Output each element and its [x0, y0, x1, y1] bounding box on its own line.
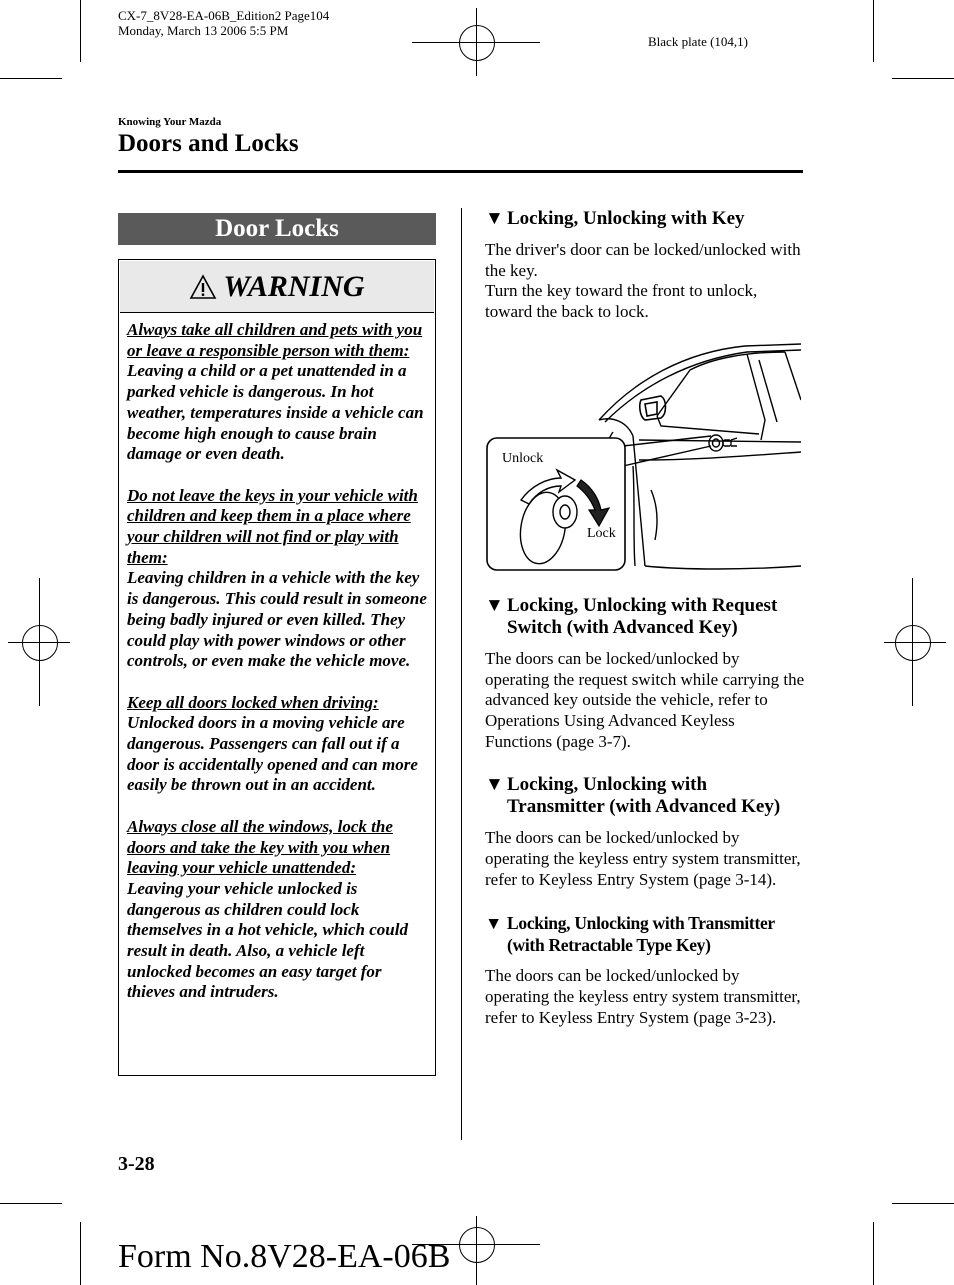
warning-item-body: Leaving children in a vehicle with the key is dangerous. This could result in someone being badly injured or even killed. They could play with power windows or other controls, or even make the vehicle move. [127, 568, 427, 671]
warning-item [127, 817, 429, 1003]
column-divider [461, 208, 462, 1140]
page-number: 3-28 [118, 1153, 155, 1175]
warning-item-heading: Always close all the windows, lock the doors and take the key with you when leaving your vehicle unattended: [127, 816, 393, 878]
door-lock-illustration [485, 340, 801, 572]
warning-item-heading: Always take all children and pets with you or leave a responsible person with them: [127, 320, 423, 360]
section-key [485, 208, 805, 323]
triangle-bullet-icon: ▼ [485, 594, 504, 616]
unlock-label: Unlock [502, 451, 544, 466]
section-label: Knowing Your Mazda [118, 116, 222, 128]
triangle-bullet-icon: ▼ [485, 208, 504, 229]
section-heading: ▼ Locking, Unlocking with Transmitter (with Retractable Type Key) [485, 913, 775, 956]
warning-body [127, 320, 429, 1024]
section-transmitter-advanced [485, 774, 805, 890]
print-info-line2: Monday, March 13 2006 5:5 PM [118, 23, 289, 38]
warning-item-heading: Do not leave the keys in your vehicle with children and keep them in a place where your children will not find or play with them: [127, 485, 418, 567]
warning-item-body: Leaving a child or a pet unattended in a parked vehicle is dangerous. In hot weather, temperatures inside a vehicle can become high enough to cause brain damage or even death. [127, 361, 424, 464]
section-heading: ▼ Locking, Unlocking with Transmitter (with Advanced Key) [485, 774, 781, 818]
warning-item-body: Leaving your vehicle unlocked is dangerous as children could lock themselves in a hot vehicle, which could result in death. Also, a vehicle left unlocked becomes an easy target for thieves and intruders. [127, 878, 408, 1002]
warning-item [127, 693, 429, 797]
form-number: Form No.8V28-EA-06B [118, 1238, 451, 1275]
section-heading: ▼ Locking, Unlocking with Key [485, 208, 745, 229]
print-info-line1: CX-7_8V28-EA-06B_Edition2 Page104 [118, 8, 330, 23]
section-paragraph: Turn the key toward the front to unlock, toward the back to lock. [485, 281, 758, 322]
plate-info: Black plate (104,1) [648, 34, 748, 49]
warning-item [127, 320, 429, 465]
page-title: Doors and Locks [118, 130, 299, 157]
section-transmitter-retractable [485, 912, 805, 1028]
warning-item [127, 486, 429, 672]
warning-item-body: Unlocked doors in a moving vehicle are dangerous. Passengers can fall out if a door is accidentally opened and can more easily be thrown out in an accident. [127, 713, 418, 795]
door-locks-heading: Door Locks [118, 213, 436, 245]
warning-box [118, 259, 436, 1076]
section-paragraph: The doors can be locked/unlocked by operating the request switch while carrying the advanced key outside the vehicle, refer to Operations Using Advanced Keyless Functions (page 3-7). [485, 648, 805, 751]
title-rule [118, 170, 803, 173]
section-heading: ▼ Locking, Unlocking with Request Switch (with Advanced Key) [485, 594, 778, 638]
section-paragraph: The doors can be locked/unlocked by operating the keyless entry system transmitter, refer to Keyless Entry System (page 3-23). [485, 966, 801, 1027]
warning-header [120, 261, 434, 313]
warning-label: WARNING [223, 269, 365, 303]
section-paragraph: The driver's door can be locked/unlocked with the key. [485, 240, 801, 280]
lock-label: Lock [587, 526, 616, 541]
section-request-switch [485, 595, 805, 753]
section-paragraph: The doors can be locked/unlocked by operating the keyless entry system transmitter, refer to Keyless Entry System (page 3-14). [485, 828, 801, 889]
triangle-bullet-icon: ▼ [485, 913, 503, 934]
print-info [118, 8, 329, 38]
warning-triangle-icon [189, 274, 217, 300]
right-column [485, 208, 805, 1029]
triangle-bullet-icon: ▼ [485, 774, 504, 796]
warning-item-heading: Keep all doors locked when driving: [127, 692, 379, 712]
